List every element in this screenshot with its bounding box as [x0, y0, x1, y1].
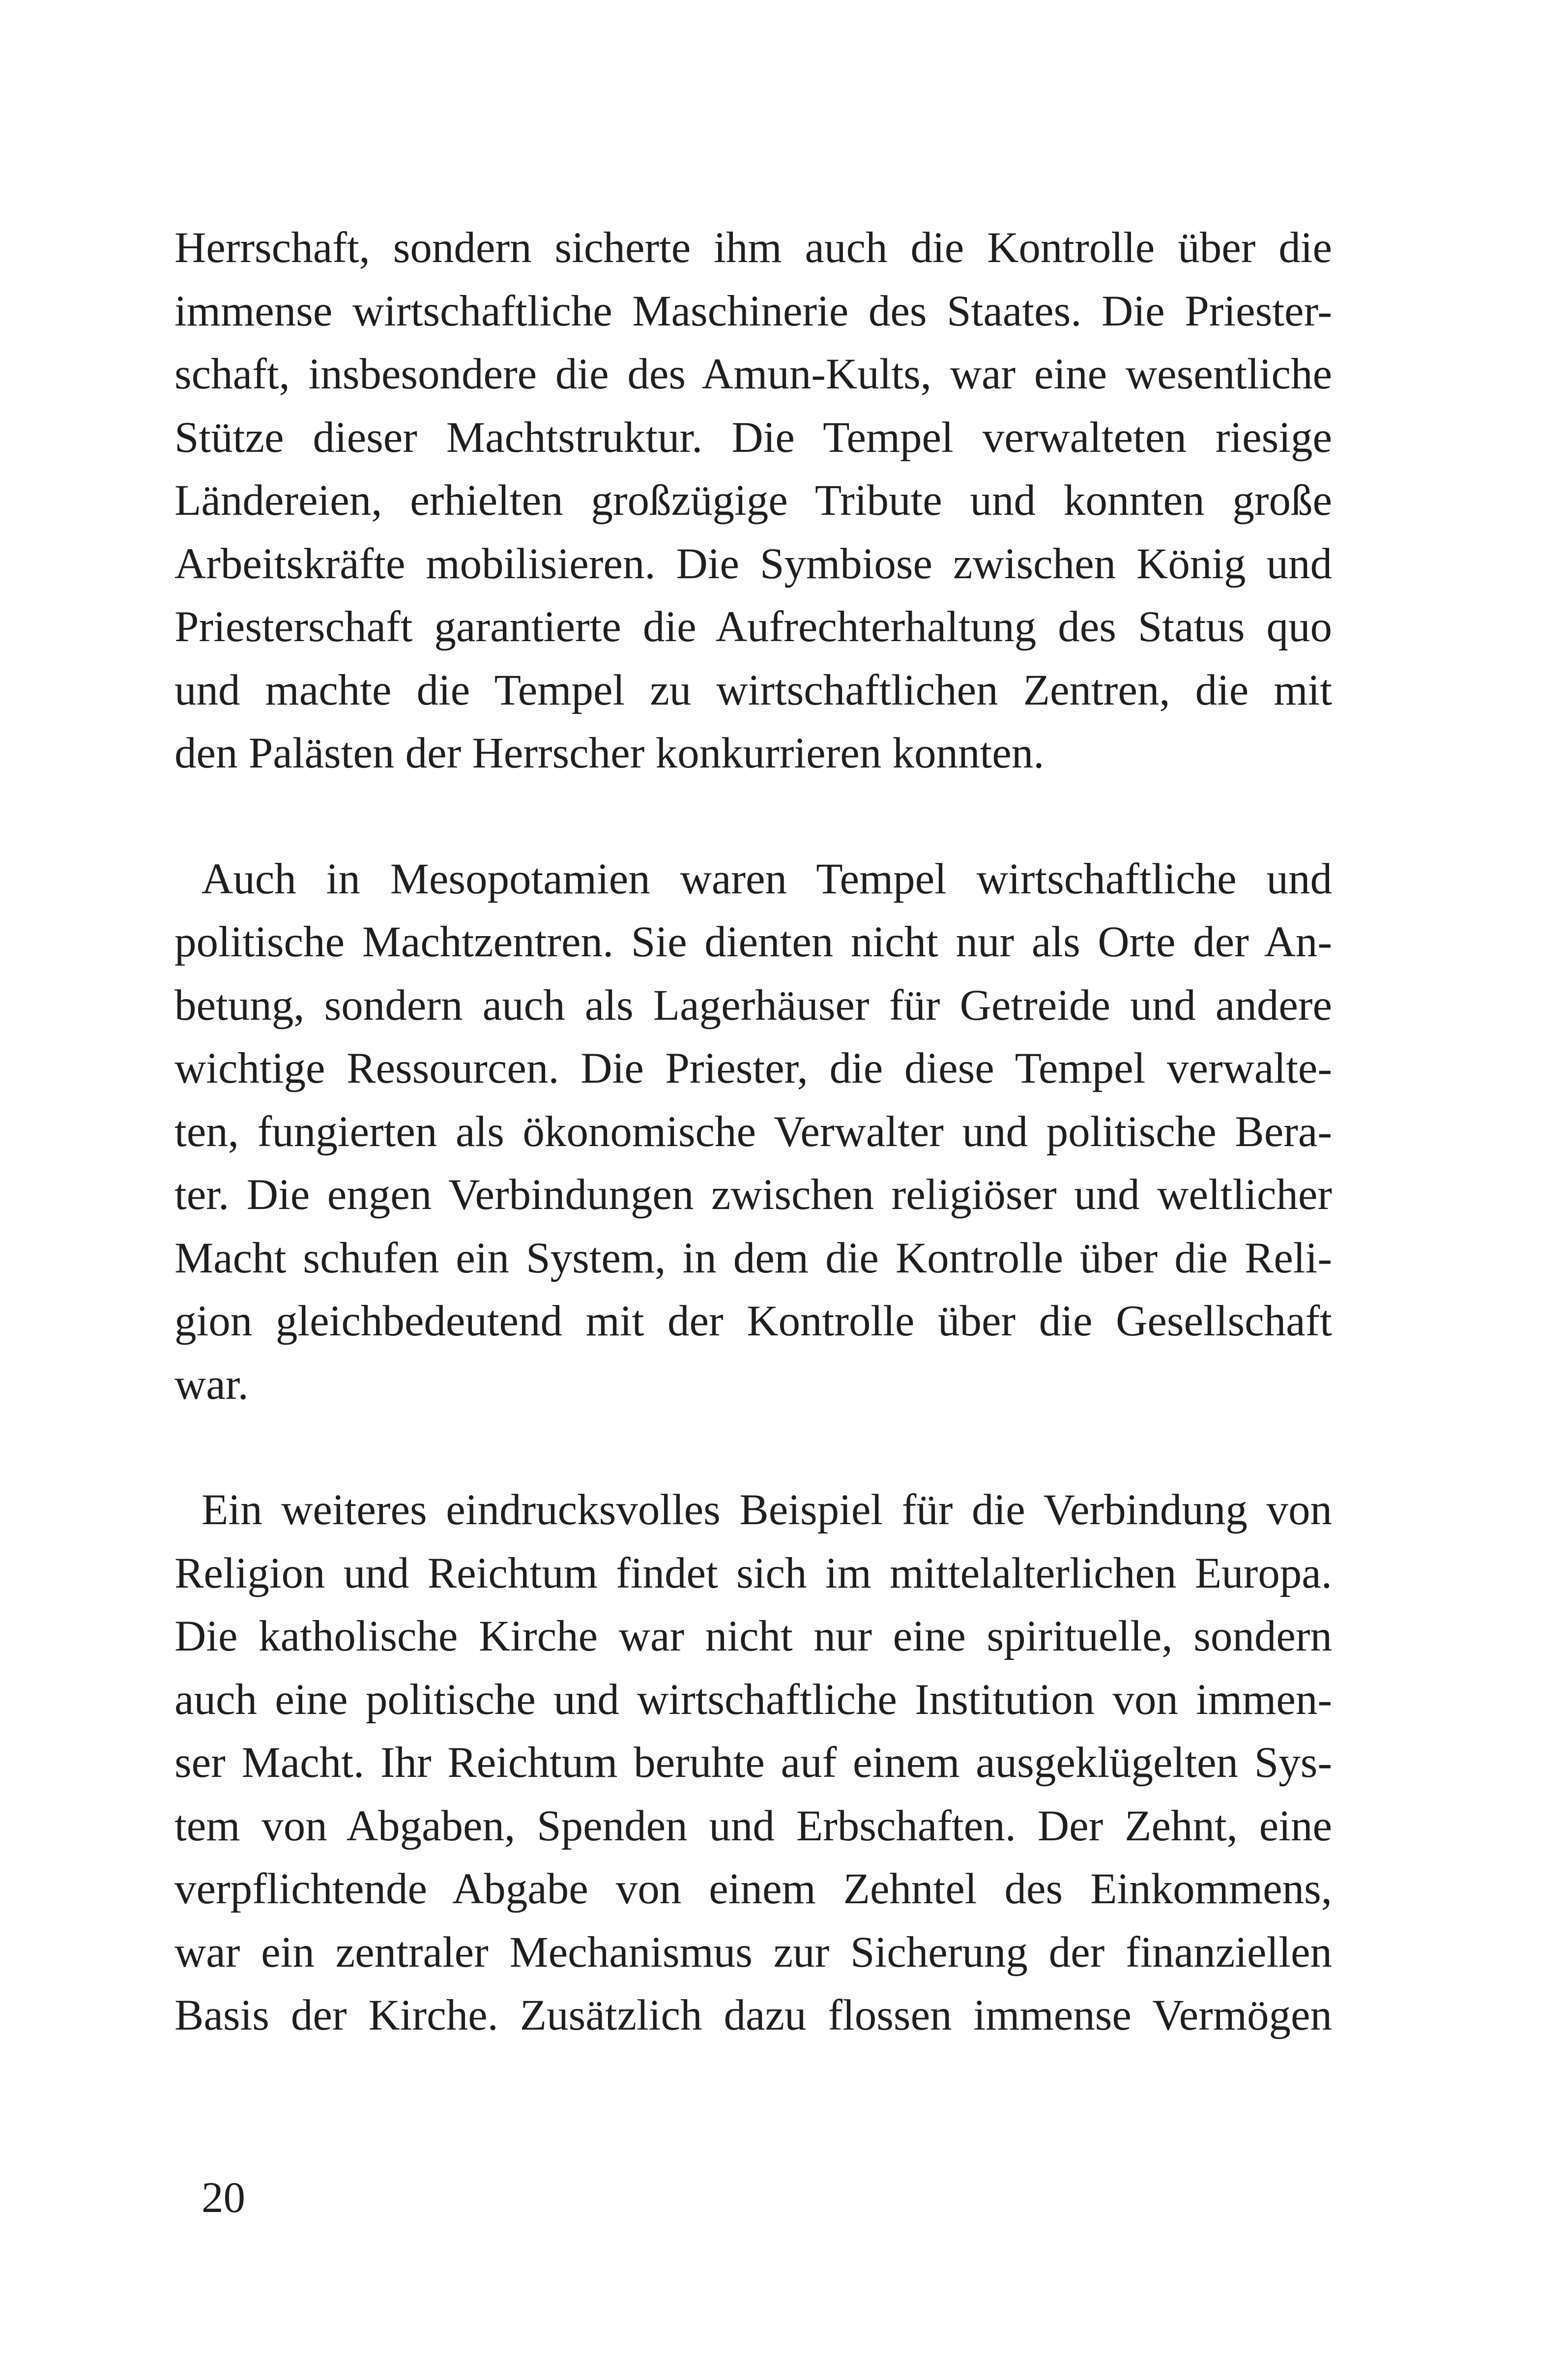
- text-line: immense wirtschaftliche Maschinerie des Staates. Die Priester-: [174, 287, 1332, 335]
- text-line: wichtige Ressourcen. Die Priester, die diese Tempel verwalte-: [174, 1044, 1332, 1092]
- text-line: ser Macht. Ihr Reichtum beruhte auf einem ausgeklügelten Sys-: [174, 1739, 1332, 1787]
- text-line: ten, fungierten als ökonomische Verwalter und politische Bera-: [174, 1107, 1332, 1156]
- text-line: Basis der Kirche. Zusätzlich dazu flossen immense Vermögen: [174, 1991, 1332, 2039]
- text-line: verpflichtende Abgabe von einem Zehntel des Einkommens,: [174, 1865, 1332, 1913]
- text-line: Priesterschaft garantierte die Aufrechterhaltung des Status quo: [174, 603, 1332, 651]
- paragraph-3: [174, 1478, 1332, 2047]
- text-line: Ländereien, erhielten großzügige Tribute und konnten große: [174, 476, 1332, 525]
- text-line: Herrschaft, sondern sicherte ihm auch die Kontrolle über die: [174, 224, 1332, 272]
- text-line: war ein zentraler Mechanismus zur Sicherung der finanziellen: [174, 1928, 1332, 1976]
- text-line: den Palästen der Herrscher konkurrieren konnten.: [174, 729, 1045, 777]
- text-line: Auch in Mesopotamien waren Tempel wirtschaftliche und: [202, 855, 1332, 903]
- text-line: Ein weiteres eindrucksvolles Beispiel für die Verbindung von: [202, 1486, 1332, 1534]
- text-line: Macht schufen ein System, in dem die Kontrolle über die Reli-: [174, 1234, 1332, 1282]
- text-line: Stütze dieser Machtstruktur. Die Tempel verwalteten riesige: [174, 413, 1332, 462]
- text-line: Arbeitskräfte mobilisieren. Die Symbiose zwischen König und: [174, 539, 1332, 588]
- text-line: politische Machtzentren. Sie dienten nicht nur als Orte der An-: [174, 918, 1332, 966]
- text-line: Religion und Reichtum findet sich im mittelalterlichen Europa.: [174, 1549, 1332, 1597]
- paragraph-1: [174, 216, 1332, 785]
- text-line: betung, sondern auch als Lagerhäuser für Getreide und andere: [174, 981, 1332, 1030]
- text-line: war.: [174, 1360, 249, 1409]
- text-line: Die katholische Kirche war nicht nur eine spirituelle, sondern: [174, 1612, 1332, 1660]
- text-line: schaft, insbesondere die des Amun-Kults, war eine wesentliche: [174, 350, 1332, 398]
- page-number: 20: [202, 2174, 245, 2222]
- text-line: und machte die Tempel zu wirtschaftlichen Zentren, die mit: [174, 666, 1332, 714]
- body-text: [174, 216, 1332, 2047]
- text-line: ter. Die engen Verbindungen zwischen religiöser und weltlicher: [174, 1171, 1332, 1219]
- paragraph-2: [174, 848, 1332, 1416]
- text-line: auch eine politische und wirtschaftliche Institution von immen-: [174, 1675, 1332, 1724]
- text-line: tem von Abgaben, Spenden und Erbschaften. Der Zehnt, eine: [174, 1801, 1332, 1850]
- text-line: gion gleichbedeutend mit der Kontrolle über die Gesellschaft: [174, 1297, 1332, 1345]
